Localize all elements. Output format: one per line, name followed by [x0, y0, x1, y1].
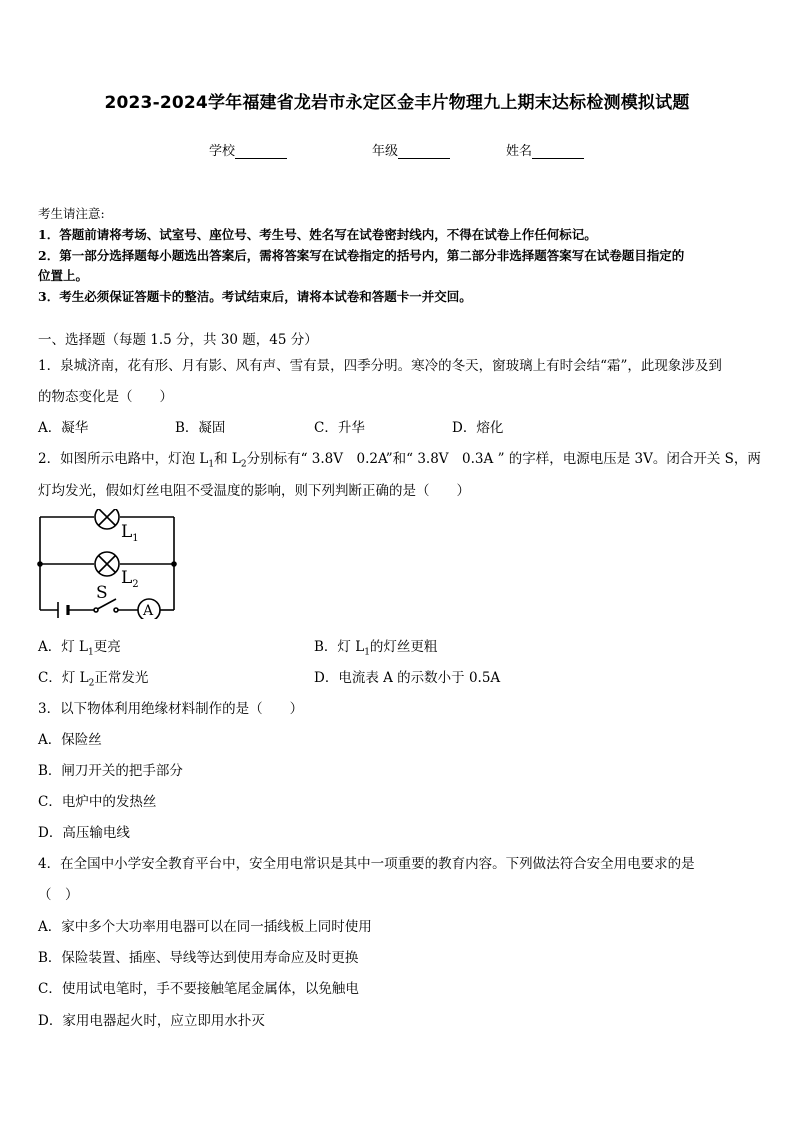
q4-option-c: C．使用试电笔时，手不要接触笔尾金属体，以免触电 — [38, 981, 359, 997]
name-blank — [532, 144, 584, 159]
q1-option-a: A．凝华 — [38, 420, 89, 436]
junction-dot — [171, 561, 177, 567]
note-item: 位置上。 — [38, 268, 89, 283]
lamp-l1-icon — [95, 509, 119, 529]
name-label: 姓名 — [506, 144, 533, 159]
q1-stem-line2: 的物态变化是（ ） — [38, 389, 173, 405]
battery-icon — [58, 602, 68, 618]
school-field — [209, 140, 287, 159]
page-title: 2023-2024学年福建省龙岩市永定区金丰片物理九上期末达标检测模拟试题 — [104, 93, 690, 113]
q3-stem: 3．以下物体利用绝缘材料制作的是（ ） — [38, 701, 304, 717]
q3-option-d: D．高压输电线 — [38, 825, 130, 841]
ammeter-label: A — [143, 603, 154, 619]
circuit-diagram — [36, 509, 186, 619]
note-item: 2．第一部分选择题每小题选出答案后，需将答案写在试卷指定的括号内，第二部分非选择题答案写在试卷题目指定的 — [38, 248, 685, 263]
q4-stem-line2: （ ） — [38, 887, 79, 903]
q4-option-b: B．保险装置、插座、导线等达到使用寿命应及时更换 — [38, 950, 359, 966]
note-item: 3．考生必须保证答题卡的整洁。考试结束后，请将本试卷和答题卡一并交回。 — [38, 289, 472, 304]
name-field — [506, 140, 584, 159]
grade-label: 年级 — [372, 144, 399, 159]
notes-header: 考生请注意: — [38, 206, 105, 221]
grade-blank — [398, 144, 450, 159]
school-blank — [235, 144, 287, 159]
junction-dot — [37, 561, 43, 567]
section-title: 一、选择题（每题 1.5 分，共 30 题，45 分） — [38, 332, 318, 348]
q1-stem-line1: 1．泉城济南，花有形、月有影、风有声、雪有景，四季分明。寒冷的冬天，窗玻璃上有时会结“霜”，此现象涉及到 — [38, 358, 722, 374]
q1-option-b: B．凝固 — [175, 420, 226, 436]
q1-option-d: D．熔化 — [452, 420, 504, 436]
q3-option-a: A．保险丝 — [38, 732, 102, 748]
switch-label: S — [96, 583, 108, 603]
q2-option-d: D．电流表 A 的示数小于 0.5A — [314, 670, 501, 686]
q3-option-b: B．闸刀开关的把手部分 — [38, 763, 183, 779]
lamp-l1-label: $L_1$ — [121, 522, 139, 544]
school-label: 学校 — [209, 144, 236, 159]
q2-stem-line1: 2．如图所示电路中，灯泡 $L_1$和 $L_2$分别标有“ 3.8V 0.2A”和“ 3.8V 0.3A ” 的字样，电源电压是 3V。闭合开关 S，两 — [38, 451, 761, 470]
q2-option-a: A．灯 $L_1$更亮 — [38, 639, 121, 658]
q4-option-a: A．家中多个大功率用电器可以在同一插线板上同时使用 — [38, 919, 372, 935]
q2-stem-line2: 灯均发光，假如灯丝电阻不受温度的影响，则下列判断正确的是（ ） — [38, 483, 470, 499]
q2-option-c: C．灯 $L_2$正常发光 — [38, 670, 149, 689]
lamp-l2-label: $L_2$ — [121, 568, 139, 590]
q3-option-c: C．电炉中的发热丝 — [38, 794, 157, 810]
note-item: 1．答题前请将考场、试室号、座位号、考生号、姓名写在试卷密封线内，不得在试卷上作任何标记。 — [38, 227, 597, 242]
lamp-l2-icon — [95, 552, 119, 576]
q4-option-d: D．家用电器起火时，应立即用水扑灭 — [38, 1013, 265, 1029]
q4-stem-line1: 4．在全国中小学安全教育平台中，安全用电常识是其中一项重要的教育内容。下列做法符合安全用电要求的是 — [38, 856, 695, 872]
q1-option-c: C．升华 — [314, 420, 365, 436]
grade-field — [372, 140, 450, 159]
q2-option-b: B．灯 $L_1$的灯丝更粗 — [314, 639, 438, 658]
